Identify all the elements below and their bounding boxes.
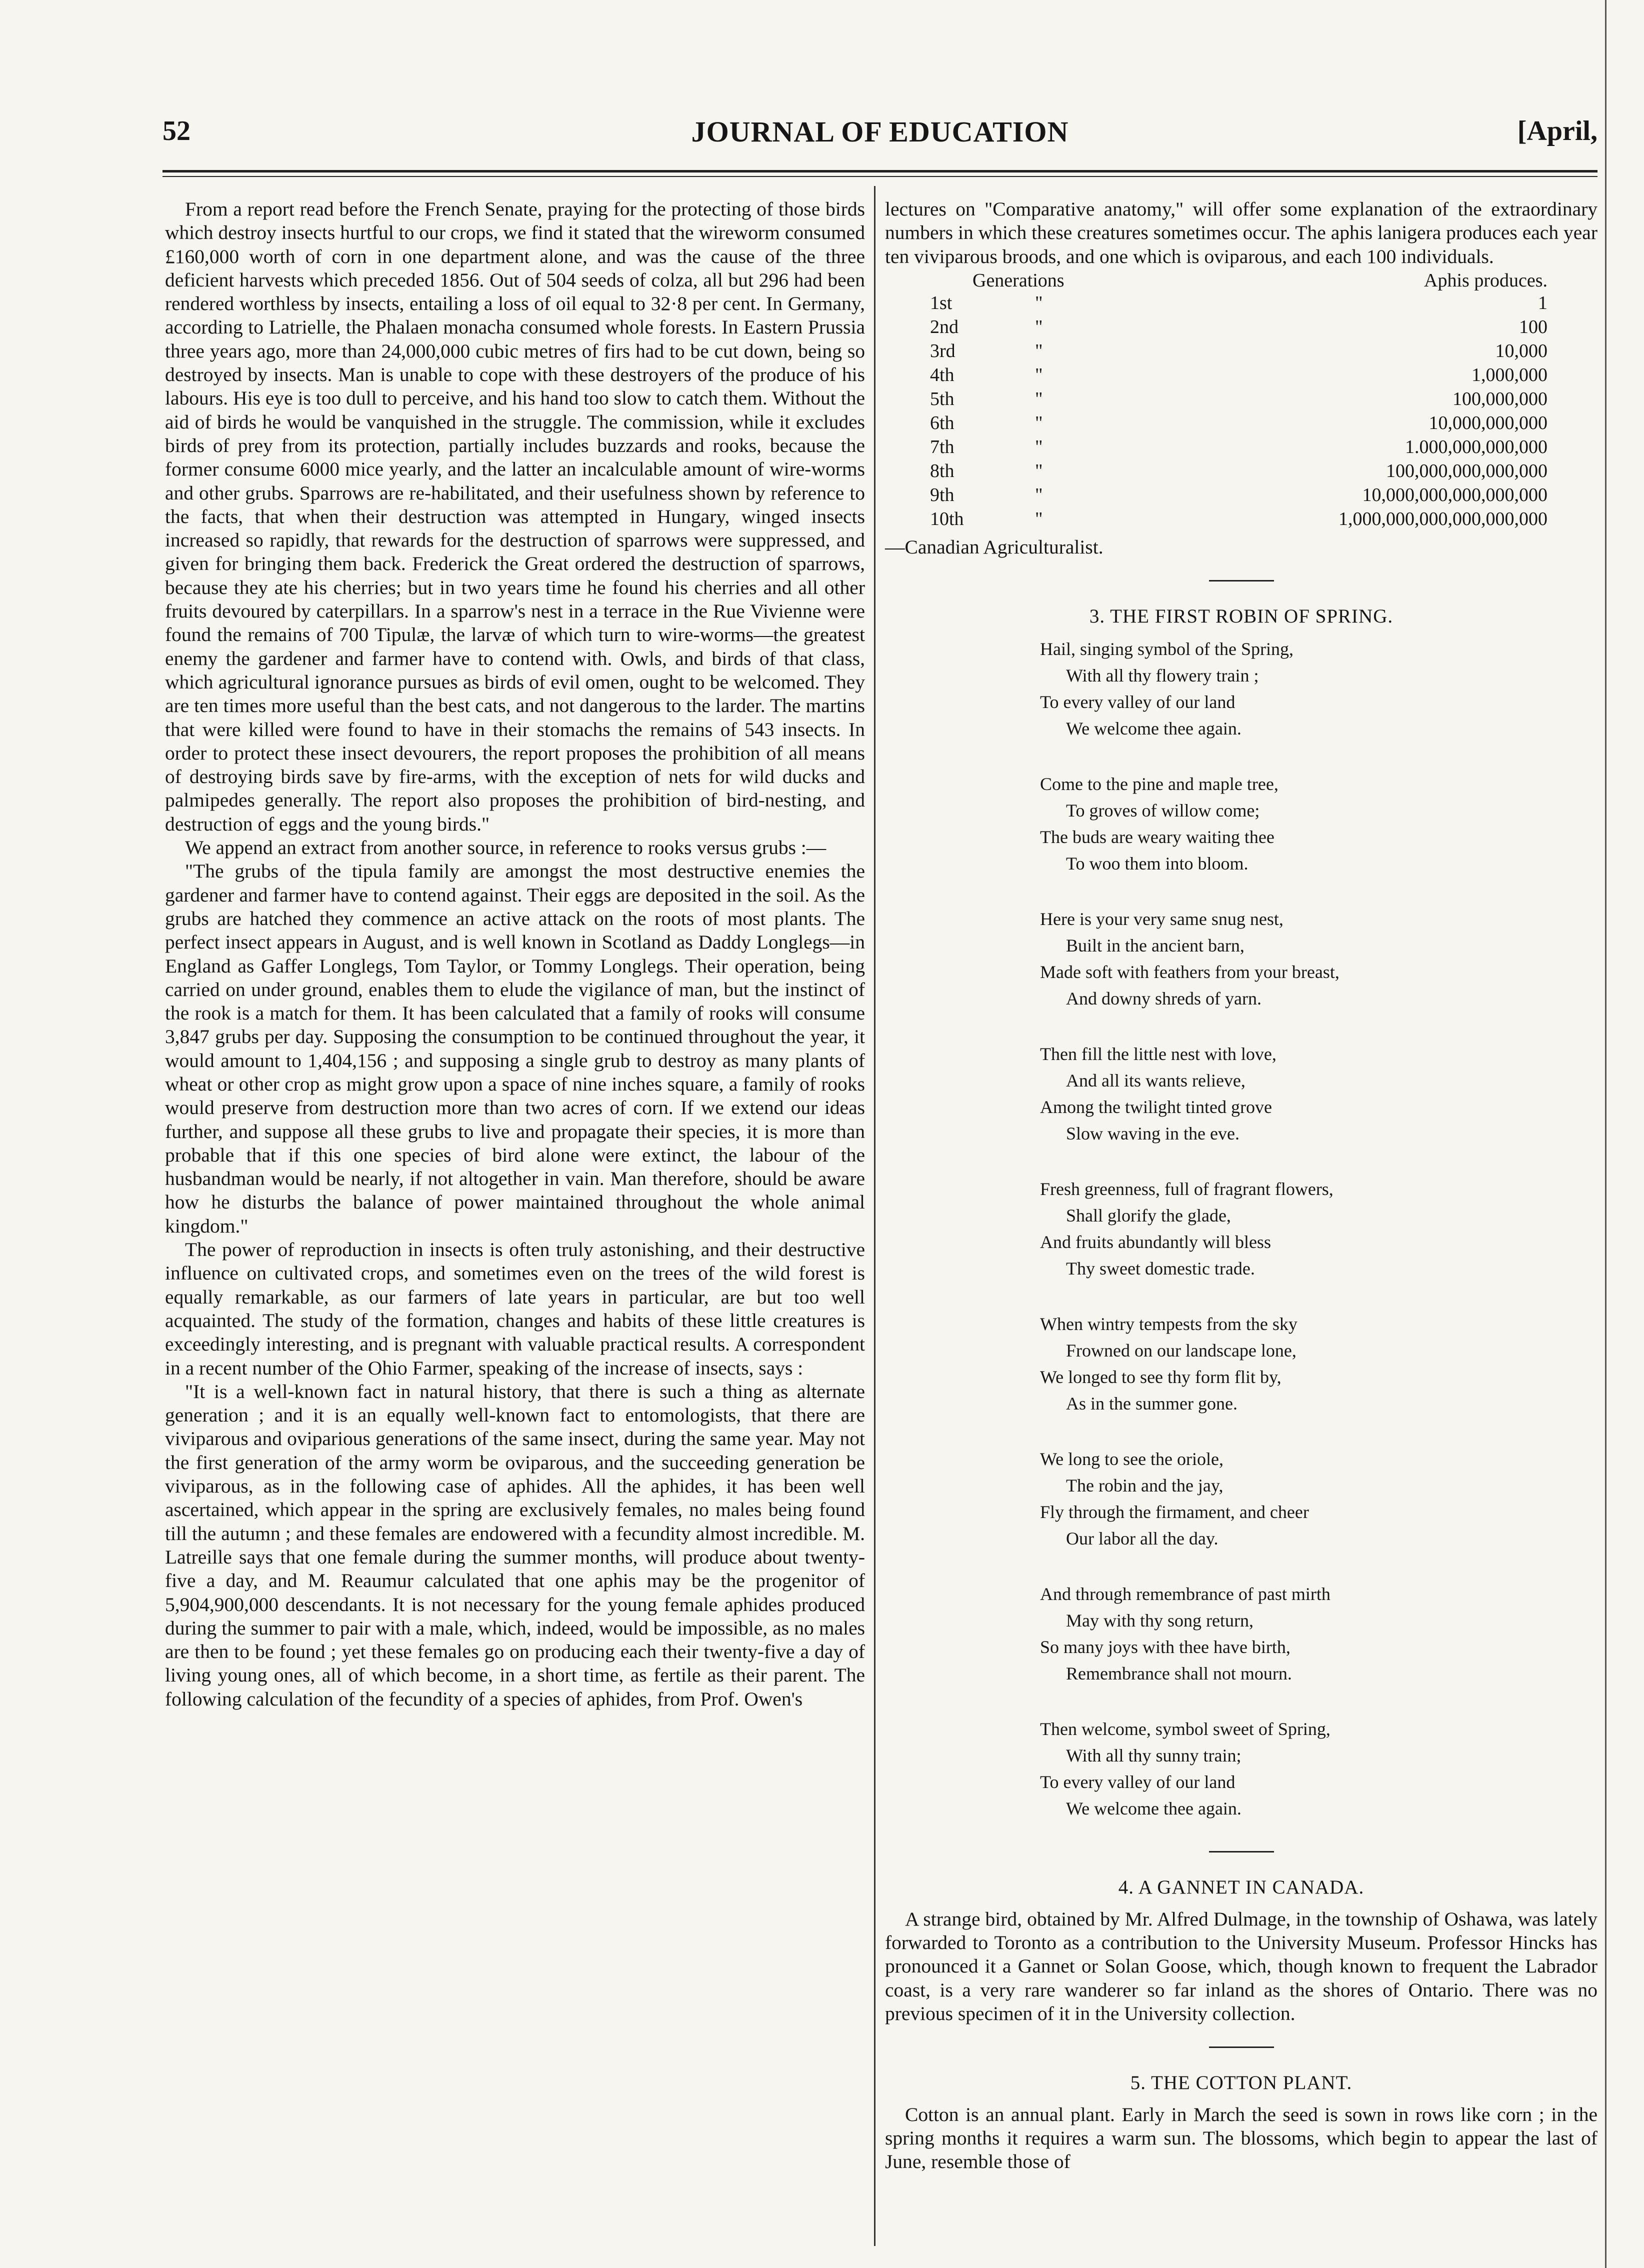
poem-line: To every valley of our land [1040, 692, 1236, 712]
aphis-table-row [885, 364, 1598, 386]
owen-lectures-continuation: lectures on "Comparative anatomy," will offer some explanation of the extraordinary numbers in which these creatures sometimes occur. The aphis lanigera produces each year ten viviparous broods, and one which is oviparous, and each 100 individuals. [885, 198, 1598, 268]
generation-cell: 10th [930, 508, 964, 530]
ditto-mark: " [1035, 508, 1043, 530]
rooks-intro-paragraph: We append an extract from another source, in reference to rooks versus grubs :— [185, 836, 826, 859]
poem-line: And fruits abundantly will bless [1040, 1232, 1271, 1252]
robin-poem [885, 636, 1598, 1822]
left-column [165, 198, 865, 1711]
produces-cell: 1 [1538, 292, 1548, 314]
poem-line: So many joys with thee have birth, [1040, 1637, 1290, 1658]
journal-title: JOURNAL OF EDUCATION [691, 116, 1069, 148]
poem-stanza [885, 771, 1598, 877]
aphis-table-row [885, 460, 1598, 482]
poem-line: When wintry tempests from the sky [1040, 1314, 1298, 1334]
ditto-mark: " [1035, 460, 1043, 482]
poem-line: And through remembrance of past mirth [1040, 1584, 1330, 1604]
poem-line: Thy sweet domestic trade. [1066, 1258, 1255, 1279]
generation-cell: 6th [930, 412, 954, 434]
aphis-table-row [885, 292, 1598, 314]
poem-stanza [885, 1716, 1598, 1822]
section-separator [1209, 580, 1274, 582]
generation-cell: 4th [930, 364, 954, 386]
generations-header: Generations [972, 270, 1064, 291]
ditto-mark: " [1035, 388, 1043, 410]
ditto-mark: " [1035, 412, 1043, 434]
gannet-title: 4. A GANNET IN CANADA. [1118, 1876, 1364, 1898]
poem-stanza [885, 636, 1598, 742]
poem-line: And all its wants relieve, [1066, 1070, 1246, 1091]
poem-stanza [885, 1446, 1598, 1552]
gannet-paragraph: A strange bird, obtained by Mr. Alfred Dulmage, in the township of Oshawa, was lately forwarded to Toronto as a contribution to the University Museum. Professor Hincks has pronounced it a Gannet or Solan Goose, which, though known to frequent the Labrador coast, is a very rare wanderer so far inland as the shores of Ontario. There was no previous specimen of it in the University collection. [885, 1908, 1598, 2024]
generation-cell: 5th [930, 388, 954, 410]
aphis-table-row [885, 316, 1598, 338]
page-number: 52 [162, 116, 190, 146]
page-edge-line [1605, 0, 1606, 2268]
poem-line: The buds are weary waiting thee [1040, 827, 1274, 848]
aphis-table-row [885, 436, 1598, 458]
poem-line: Slow waving in the eve. [1066, 1124, 1240, 1144]
poem-stanza [885, 1176, 1598, 1282]
produces-cell: 10,000,000,000,000,000 [1362, 484, 1548, 506]
poem-line: To woo them into bloom. [1066, 854, 1248, 874]
poem-line: Then fill the little nest with love, [1040, 1044, 1276, 1064]
produces-cell: 100 [1519, 316, 1548, 338]
aphis-table-row [885, 340, 1598, 362]
poem-line: The robin and the jay, [1066, 1476, 1224, 1496]
produces-cell: 1.000,000,000,000 [1405, 436, 1548, 458]
column-divider [874, 186, 876, 2246]
produces-cell: 10,000,000,000 [1428, 412, 1548, 434]
poem-line: We long to see the oriole, [1040, 1449, 1224, 1470]
generation-cell: 2nd [930, 316, 958, 338]
aphis-table-row [885, 484, 1598, 506]
poem-stanza [885, 906, 1598, 1012]
ditto-mark: " [1035, 364, 1043, 386]
right-column [885, 198, 1598, 2174]
poem-line: Fresh greenness, full of fragrant flowers, [1040, 1179, 1334, 1200]
aphis-generations-table [885, 270, 1598, 536]
poem-line: We welcome thee again. [1066, 1798, 1242, 1819]
tipula-grubs-paragraph: "The grubs of the tipula family are amongst the most destructive enemies the gardener and farmer have to contend against. Their eggs are deposited in the soil. As the grubs are hatched they commence an active attack on the roots of most plants. The perfect insect appears in August, and is well known in Scotland as Daddy Longlegs—in England as Gaffer Longlegs, Tom Taylor, or Tommy Longlegs. Their operation, being carried on under ground, enables them to elude the vigilance of man, but the instinct of the rook is a match for them. It has been calculated that a family of rooks will consume 3,847 grubs per day. Supposing the consumption to be continued throughout the year, it would amount to 1,404,156 ; and supposing a single grub to destroy as many plants of wheat or other crop as might grow upon a space of nine inches square, a family of rooks would preserve from destruction more than two acres of corn. If we extend our ideas further, and suppose all these grubs to live and propagate their species, it is more than probable that if this one species of bird alone were extinct, the labour of the husbandman would be nearly, if not altogether in vain. Man therefore, should be aware how he disturbs the balance of power maintained throughout the whole animal kingdom." [165, 860, 865, 1237]
poem-line: Built in the ancient barn, [1066, 936, 1244, 956]
ditto-mark: " [1035, 484, 1043, 506]
generation-cell: 8th [930, 460, 954, 482]
running-header [162, 115, 1598, 160]
cotton-title: 5. THE COTTON PLANT. [1130, 2072, 1352, 2094]
reproduction-paragraph: The power of reproduction in insects is often truly astonishing, and their destructive influence on cultivated crops, and sometimes even on the trees of the wild forest is equally remarkable, as our farmers of late years in particular, are but too well acquainted. The study of the formation, changes and habits of these little creatures is exceedingly interesting, and is pregnant with valuable practical results. A correspondent in a recent number of the Ohio Farmer, speaking of the increase of insects, says : [165, 1238, 865, 1379]
aphis-table-row [885, 412, 1598, 434]
poem-line: Hail, singing symbol of the Spring, [1040, 639, 1294, 660]
section-separator [1209, 1851, 1274, 1852]
poem-line: We welcome thee again. [1066, 718, 1242, 739]
poem-line: Our labor all the day. [1066, 1528, 1218, 1549]
header-rule-thick [162, 170, 1598, 172]
senate-report-paragraph: From a report read before the French Senate, praying for the protecting of those birds which destroy insects hurtful to our crops, we find it stated that the wireworm consumed £160,000 worth of corn in one department alone, and was the cause of the three deficient harvests which preceded 1856. Out of 504 seeds of colza, all but 296 had been rendered worthless by insects, entailing a loss of oil equal to 32·8 per cent. In Germany, according to Latrielle, the Phalaen monacha consumed whole forests. In Eastern Prussia three years ago, more than 24,000,000 cubic metres of firs had to be cut down, being so destroyed by insects. Man is unable to cope with these destroyers of the produce of his labours. His eye is too dull to perceive, and his hand too slow to catch them. Without the aid of birds he would be vanquished in the struggle. The commission, while it excludes birds of prey from its protection, partially includes buzzards and rooks, because the former consume 6000 mice yearly, and the latter an incalculable amount of wire-worms and other grubs. Sparrows are re-habilitated, and their usefulness shown by reference to the facts, that when their destruction was attempted in Hungary, winged insects increased so rapidly, that rewards for the destruction of sparrows were suppressed, and given for bringing them back. Frederick the Great ordered the destruction of sparrows, because they ate his cherries; but in two years time he found his cherries and all other fruits devoured by caterpillars. In a sparrow's nest in a terrace in the Rue Vivienne were found the remains of 700 Tipulæ, the larvæ of which turn to wire-worms—the greatest enemy the gardener and farmer have to contend with. Owls, and birds of that class, which agricultural ignorance pursues as birds of evil omen, ought to be welcomed. They are ten times more useful than the best cats, and not dangerous to the larder. The martins that were killed were found to have in their stomachs the remains of 543 insects. In order to protect these insect devourers, the report proposes the prohibition of all means of destroying birds save by fire-arms, with the exception of nets for wild ducks and palmipedes generally. The report also proposes the prohibition of bird-nesting, and destruction of eggs and the young birds." [165, 198, 865, 835]
produces-cell: 1,000,000,000,000,000,000 [1338, 508, 1548, 530]
produces-cell: 100,000,000,000,000 [1386, 460, 1548, 482]
poem-line: Here is your very same snug nest, [1040, 909, 1284, 930]
ditto-mark: " [1035, 340, 1043, 362]
aphis-table-row [885, 388, 1598, 410]
poem-line: May with thy song return, [1066, 1610, 1254, 1631]
poem-line: Remembrance shall not mourn. [1066, 1664, 1292, 1684]
poem-line: Frowned on our landscape lone, [1066, 1340, 1296, 1361]
ditto-mark: " [1035, 436, 1043, 458]
poem-title: 3. THE FIRST ROBIN OF SPRING. [1089, 606, 1394, 628]
poem-stanza [885, 1581, 1598, 1687]
poem-line: As in the summer gone. [1066, 1394, 1238, 1414]
source-credit: —Canadian Agriculturalist. [885, 536, 1104, 558]
generation-cell: 9th [930, 484, 954, 506]
generation-cell: 3rd [930, 340, 956, 362]
header-rule-thin [162, 176, 1598, 177]
produces-cell: 100,000,000 [1452, 388, 1548, 410]
aphis-produces-header: Aphis produces. [1424, 270, 1548, 291]
poem-stanza [885, 1311, 1598, 1417]
poem-line: Shall glorify the glade, [1066, 1206, 1231, 1226]
poem-line: We longed to see thy form flit by, [1040, 1367, 1282, 1388]
generation-cell: 1st [930, 292, 952, 314]
poem-line: To every valley of our land [1040, 1772, 1236, 1792]
poem-line: And downy shreds of yarn. [1066, 988, 1262, 1009]
poem-line: Made soft with feathers from your breast, [1040, 962, 1340, 982]
issue-month: [April, [1517, 116, 1598, 146]
poem-stanza [885, 1041, 1598, 1147]
poem-line: To groves of willow come; [1066, 800, 1260, 821]
poem-line: With all thy flowery train ; [1066, 666, 1259, 686]
poem-line: Among the twilight tinted grove [1040, 1097, 1272, 1118]
ditto-mark: " [1035, 292, 1043, 314]
poem-line: Come to the pine and maple tree, [1040, 774, 1278, 794]
poem-line: With all thy sunny train; [1066, 1746, 1242, 1766]
cotton-paragraph: Cotton is an annual plant. Early in March the seed is sown in rows like corn ; in the spring months it requires a warm sun. The blossoms, which begin to appear the last of June, resemble those of [885, 2103, 1598, 2173]
aphis-table-row [885, 508, 1598, 530]
alternate-generation-paragraph: "It is a well-known fact in natural history, that there is such a thing as alternate generation ; and it is an equally well-known fact to entomologists, that there are viviparous and oviparious generations of the same insect, during the same year. May not the first generation of the army worm be oviparous, and the succeeding generation be viviparous, as in the following case of aphides. All the aphides, it has been well ascertained, which appear in the spring are exclusively females, no males being found till the autumn ; and these females are endowered with a fecundity almost incredible. M. Latreille says that one female during the summer months, will produce about twenty-five a day, and M. Reaumur calculated that one aphis may be the progenitor of 5,904,900,000 descendants. It is not necessary for the young female aphides produced during the summer to pair with a male, which, indeed, would be impossible, as no males are then to be found ; yet these females go on producing each their twenty-five a day of living young ones, all of which become, in a short time, as fertile as their parent. The following calculation of the fecundity of a species of aphides, from Prof. Owen's [165, 1380, 865, 1710]
poem-line: Fly through the firmament, and cheer [1040, 1502, 1309, 1522]
ditto-mark: " [1035, 316, 1043, 338]
poem-line: Then welcome, symbol sweet of Spring, [1040, 1719, 1330, 1740]
produces-cell: 1,000,000 [1472, 364, 1548, 386]
section-separator [1209, 2046, 1274, 2048]
generation-cell: 7th [930, 436, 954, 458]
produces-cell: 10,000 [1495, 340, 1548, 362]
